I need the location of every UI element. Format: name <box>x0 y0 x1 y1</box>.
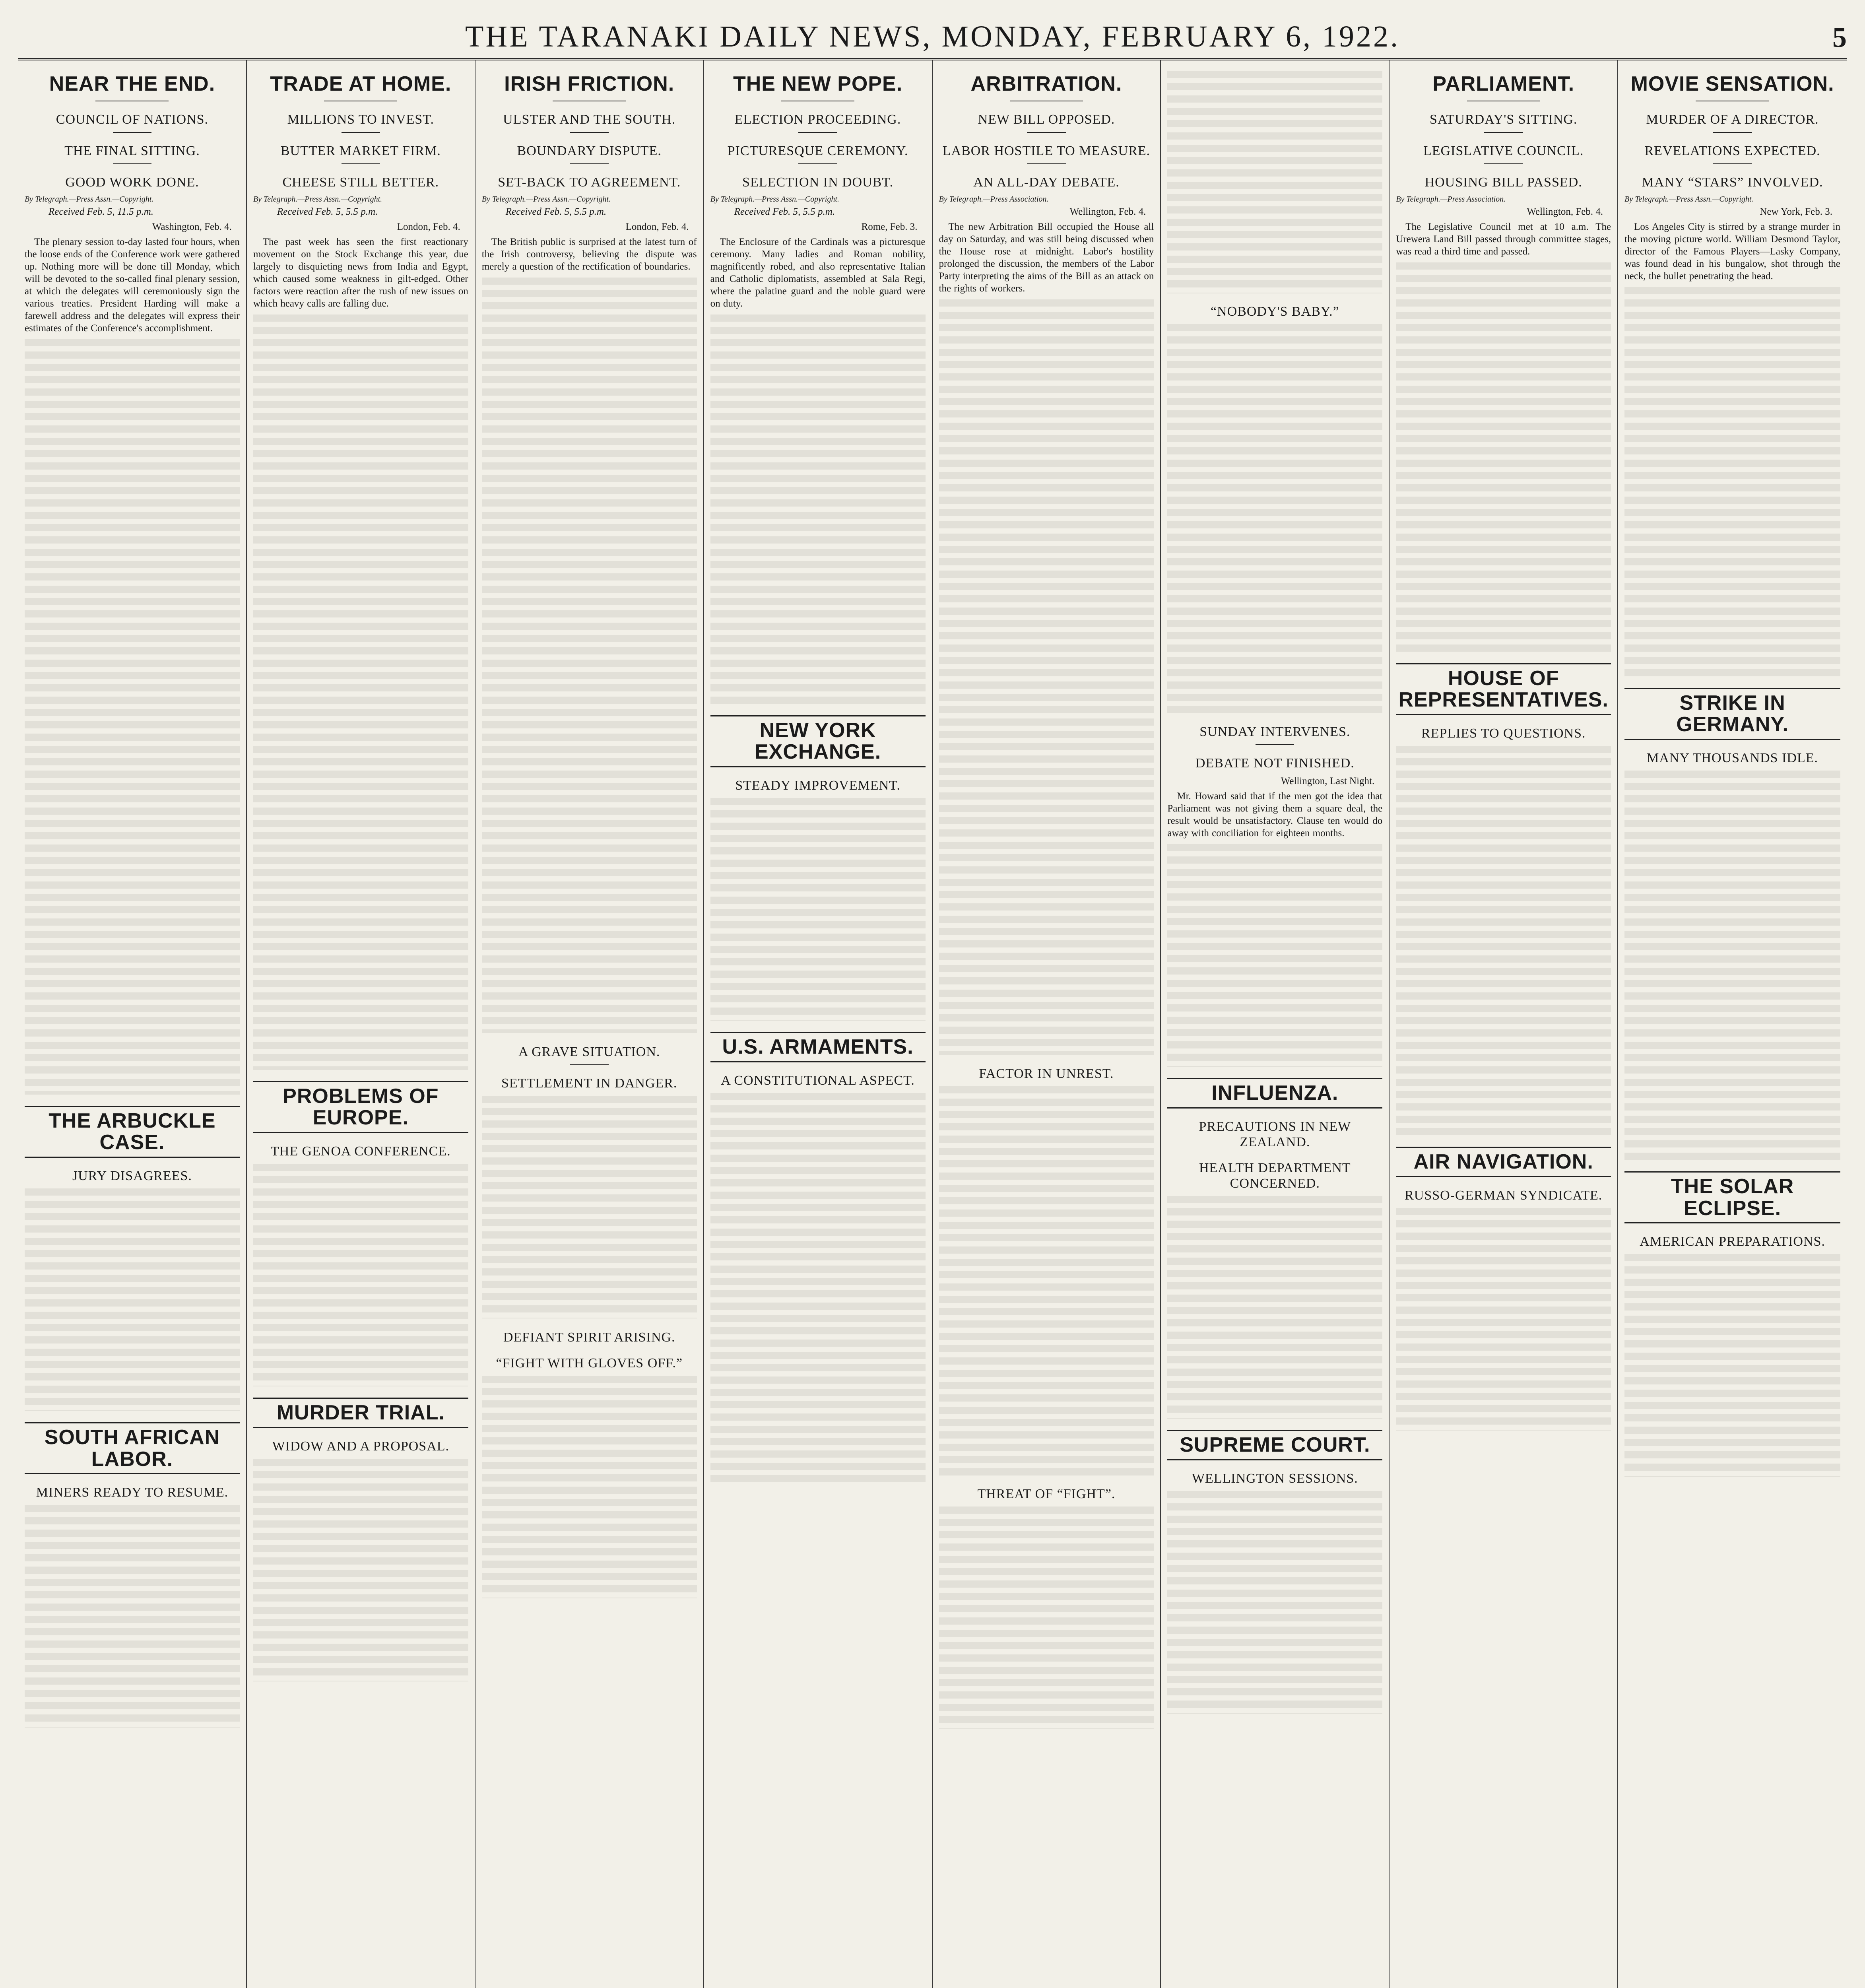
divider <box>798 163 837 164</box>
article-text-block <box>482 1376 697 1598</box>
article-body: Los Angeles City is stirred by a strange murder in the moving picture world. William Desmond Taylor, director of the Famous Players—Lasky Company, was found dead in his bungalow, shot through the neck, the bullet penetrating the head. <box>1624 221 1840 282</box>
headline: INFLUENZA. <box>1167 1078 1382 1109</box>
article-text-block <box>1396 746 1611 1136</box>
dateline: London, Feb. 4. <box>625 221 689 232</box>
subhead: GOOD WORK DONE. <box>65 175 199 190</box>
headline: THE ARBUCKLE CASE. <box>25 1106 240 1158</box>
divider <box>570 163 609 164</box>
byline: By Telegraph.—Press Association. <box>1396 194 1506 204</box>
article-us-armaments <box>710 1032 926 1483</box>
divider <box>1484 132 1523 133</box>
subhead: A CONSTITUTIONAL ASPECT. <box>721 1073 915 1088</box>
divider <box>1484 163 1523 164</box>
subhead: DEBATE NOT FINISHED. <box>1195 756 1355 771</box>
article-house-of-representatives <box>1396 663 1611 1136</box>
divider <box>1027 132 1065 133</box>
divider <box>1713 132 1752 133</box>
divider <box>342 132 380 133</box>
article-parliament <box>1396 73 1611 652</box>
article-new-pope <box>710 73 926 704</box>
article-text-block <box>482 1096 697 1318</box>
byline: By Telegraph.—Press Assn.—Copyright. <box>1624 194 1754 204</box>
subhead: “NOBODY'S BABY.” <box>1210 304 1339 319</box>
subhead: PICTURESQUE CEREMONY. <box>727 143 908 158</box>
received-time: Received Feb. 5, 5.5 p.m. <box>734 206 835 217</box>
article-body: The Legislative Council met at 10 a.m. The Urewera Land Bill passed through committee stages, was read a third time and passed. <box>1396 221 1611 257</box>
subhead: PRECAUTIONS IN NEW ZEALAND. <box>1199 1119 1351 1149</box>
article-problems-of-europe <box>253 1081 468 1386</box>
article-text-block <box>939 1086 1154 1476</box>
divider <box>113 163 151 164</box>
dateline: Wellington, Feb. 4. <box>1069 206 1146 217</box>
subhead: MANY “STARS” INVOLVED. <box>1642 175 1823 190</box>
headline: NEAR THE END. <box>49 72 215 95</box>
article-text-block <box>482 278 697 1033</box>
column-7 <box>1390 60 1618 1988</box>
article-irish-friction <box>482 73 697 1033</box>
dateline: Wellington, Feb. 4. <box>1527 206 1603 217</box>
page-number: 5 <box>1832 21 1847 53</box>
headline: ARBITRATION. <box>970 72 1122 95</box>
columns <box>18 60 1847 1988</box>
article-text-block <box>25 339 240 1095</box>
headline: IRISH FRICTION. <box>504 72 675 95</box>
subhead: AMERICAN PREPARATIONS. <box>1640 1234 1825 1249</box>
byline: By Telegraph.—Press Assn.—Copyright. <box>253 194 382 204</box>
article-body: The British public is surprised at the latest turn of the Irish controversy, believing the dispute was merely a question of the rectification of boundaries. <box>481 236 697 272</box>
subhead: MANY THOUSANDS IDLE. <box>1647 751 1818 766</box>
subhead: THE FINAL SITTING. <box>64 143 200 158</box>
dateline: London, Feb. 4. <box>397 221 460 232</box>
column-4 <box>704 60 933 1988</box>
dateline: New York, Feb. 3. <box>1760 206 1832 217</box>
subhead: REPLIES TO QUESTIONS. <box>1421 726 1586 741</box>
subhead: RUSSO-GERMAN SYNDICATE. <box>1405 1188 1603 1203</box>
article-text-block <box>1167 324 1382 714</box>
subhead: A GRAVE SITUATION. <box>518 1044 660 1059</box>
article-text-block <box>1167 844 1382 1067</box>
column-2 <box>247 60 475 1988</box>
column-3 <box>475 60 704 1988</box>
subhead: BUTTER MARKET FIRM. <box>280 143 441 158</box>
masthead-title: THE TARANAKI DAILY NEWS, MONDAY, FEBRUARY 6, 1922. <box>465 20 1400 53</box>
divider <box>798 132 837 133</box>
headline: STRIKE IN GERMANY. <box>1624 688 1840 740</box>
article-air-navigation <box>1396 1147 1611 1431</box>
article-movie-sensation <box>1624 73 1840 677</box>
subhead: COUNCIL OF NATIONS. <box>56 112 209 127</box>
article-factor-in-unrest <box>939 1066 1154 1729</box>
subhead: STEADY IMPROVEMENT. <box>735 778 900 793</box>
article-body: The Enclosure of the Cardinals was a picturesque ceremony. Many ladies and Roman nobility, magnificently robed, and also representative Italian and Catholic diplomatists, assembled at Sala Regi, where the palatine guard and the noble guard were on duty. <box>710 236 926 309</box>
divider <box>1027 163 1065 164</box>
article-text-block <box>1396 1208 1611 1431</box>
subhead: WELLINGTON SESSIONS. <box>1192 1471 1358 1486</box>
article-new-york-exchange <box>710 715 926 1021</box>
article-text-block <box>1624 287 1840 677</box>
subhead: AN ALL-DAY DEBATE. <box>973 175 1120 190</box>
article-text-block <box>253 1164 468 1386</box>
divider <box>570 1064 609 1065</box>
masthead <box>18 14 1847 60</box>
divider <box>1256 744 1294 745</box>
headline: AIR NAVIGATION. <box>1396 1147 1611 1177</box>
received-time: Received Feb. 5, 11.5 p.m. <box>49 206 154 217</box>
column-6 <box>1161 60 1390 1988</box>
article-grave-situation <box>482 1044 697 1318</box>
subhead: MINERS READY TO RESUME. <box>36 1485 229 1500</box>
byline: By Telegraph.—Press Assn.—Copyright. <box>25 194 154 204</box>
subhead: LEGISLATIVE COUNCIL. <box>1423 143 1584 158</box>
divider <box>113 132 151 133</box>
article-text-block <box>710 798 926 1021</box>
divider <box>1713 163 1752 164</box>
article-body: The new Arbitration Bill occupied the House all day on Saturday, and was still being discussed when the House rose at midnight. Labor's hostility prolonged the discussion, the members of the Labor Party interpreting the aims of the Bill as an attack on the rights of workers. <box>939 221 1154 294</box>
headline: PROBLEMS OF EUROPE. <box>253 1081 468 1133</box>
subhead: MURDER OF A DIRECTOR. <box>1646 112 1819 127</box>
subhead: LABOR HOSTILE TO MEASURE. <box>942 143 1151 158</box>
subhead: CHEESE STILL BETTER. <box>282 175 439 190</box>
article-text-block <box>710 315 926 704</box>
subhead: SELECTION IN DOUBT. <box>742 175 894 190</box>
subhead: NEW BILL OPPOSED. <box>978 112 1115 127</box>
subhead: DEFIANT SPIRIT ARISING. <box>503 1330 675 1345</box>
column-8 <box>1618 60 1847 1988</box>
received-time: Received Feb. 5, 5.5 p.m. <box>277 206 378 217</box>
dateline: Wellington, Last Night. <box>1281 776 1375 787</box>
article-strike-in-germany <box>1624 688 1840 1160</box>
divider <box>570 132 609 133</box>
article-text-block <box>939 299 1154 1055</box>
subhead: WIDOW AND A PROPOSAL. <box>272 1439 450 1454</box>
subhead: THE GENOA CONFERENCE. <box>271 1144 451 1159</box>
article-defiant-spirit <box>482 1330 697 1598</box>
article-body: The past week has seen the first reactionary movement on the Stock Exchange this year, due largely to disquieting news from India and Egypt, which caused some weakness in gilt-edged. Other factors were reaction after the rush of new issues on which heavy calls are falling due. <box>253 236 468 309</box>
article-solar-eclipse <box>1624 1171 1840 1477</box>
article-near-the-end <box>25 73 240 1095</box>
article-text-block <box>939 1507 1154 1729</box>
subhead: “FIGHT WITH GLOVES OFF.” <box>496 1356 683 1371</box>
dateline: Washington, Feb. 4. <box>152 221 232 232</box>
article-text-block <box>1167 1491 1382 1714</box>
subhead: THREAT OF “FIGHT”. <box>977 1486 1116 1501</box>
subhead: SET-BACK TO AGREEMENT. <box>498 175 681 190</box>
divider <box>342 163 380 164</box>
article-text-block <box>1167 71 1382 293</box>
subhead: ULSTER AND THE SOUTH. <box>503 112 676 127</box>
headline: SOUTH AFRICAN LABOR. <box>25 1422 240 1474</box>
headline: THE SOLAR ECLIPSE. <box>1624 1171 1840 1223</box>
received-time: Received Feb. 5, 5.5 p.m. <box>505 206 607 217</box>
article-text-block <box>1624 1254 1840 1477</box>
article-trade-at-home <box>253 73 468 1070</box>
headline: PARLIAMENT. <box>1432 72 1575 95</box>
subhead: BOUNDARY DISPUTE. <box>517 143 662 158</box>
article-arbitration <box>939 73 1154 1055</box>
subhead: FACTOR IN UNREST. <box>979 1066 1114 1081</box>
article-text-block <box>1167 1196 1382 1419</box>
subhead: JURY DISAGREES. <box>72 1169 192 1184</box>
subhead: SETTLEMENT IN DANGER. <box>501 1076 677 1091</box>
column-1 <box>18 60 247 1988</box>
byline: By Telegraph.—Press Assn.—Copyright. <box>710 194 839 204</box>
subhead: HEALTH DEPARTMENT CONCERNED. <box>1199 1161 1351 1191</box>
article-text-block <box>253 1459 468 1681</box>
dateline: Rome, Feb. 3. <box>861 221 918 232</box>
article-murder-trial <box>253 1398 468 1681</box>
article-text-block <box>25 1505 240 1728</box>
article-text-block <box>25 1188 240 1411</box>
subhead: REVELATIONS EXPECTED. <box>1644 143 1820 158</box>
headline: MURDER TRIAL. <box>253 1398 468 1428</box>
headline: TRADE AT HOME. <box>270 72 452 95</box>
article-text-block <box>710 1093 926 1483</box>
article-arbuckle <box>25 1106 240 1411</box>
headline: SUPREME COURT. <box>1167 1430 1382 1460</box>
subhead: HOUSING BILL PASSED. <box>1424 175 1582 190</box>
subhead: MILLIONS TO INVEST. <box>287 112 434 127</box>
article-body: Mr. Howard said that if the men got the idea that Parliament was not giving them a square deal, the result would be unsatisfactory. Clause ten would do away with conciliation for eighteen months. <box>1167 791 1383 839</box>
subhead: ELECTION PROCEEDING. <box>734 112 901 127</box>
headline: THE NEW POPE. <box>733 72 903 95</box>
article-body: The plenary session to-day lasted four hours, when the loose ends of the Conference work were gathered up. Nothing more will be done till Monday, which will be devoted to the so-called final plenary session, at which the delegates will ceremoniously sign the various treaties. President Harding will make a farewell address and the delegates will express their estimates of the Conference's accomplishment. <box>25 236 240 334</box>
byline: By Telegraph.—Press Association. <box>939 194 1049 204</box>
subhead: SATURDAY'S SITTING. <box>1429 112 1578 127</box>
article-text-block <box>253 315 468 1070</box>
headline: U.S. ARMAMENTS. <box>710 1032 926 1062</box>
article-text-block <box>1624 771 1840 1160</box>
headline: HOUSE OF REPRESENTATIVES. <box>1396 663 1611 715</box>
byline: By Telegraph.—Press Assn.—Copyright. <box>481 194 611 204</box>
headline: NEW YORK EXCHANGE. <box>710 715 926 767</box>
subhead: SUNDAY INTERVENES. <box>1199 724 1351 740</box>
article-supreme-court <box>1167 1430 1382 1714</box>
article-south-african-labor <box>25 1422 240 1728</box>
article-text-block <box>1396 262 1611 652</box>
article-influenza <box>1167 1078 1382 1419</box>
headline: MOVIE SENSATION. <box>1630 72 1834 95</box>
column-5 <box>933 60 1161 1988</box>
article-nobodys-baby <box>1167 304 1382 1067</box>
